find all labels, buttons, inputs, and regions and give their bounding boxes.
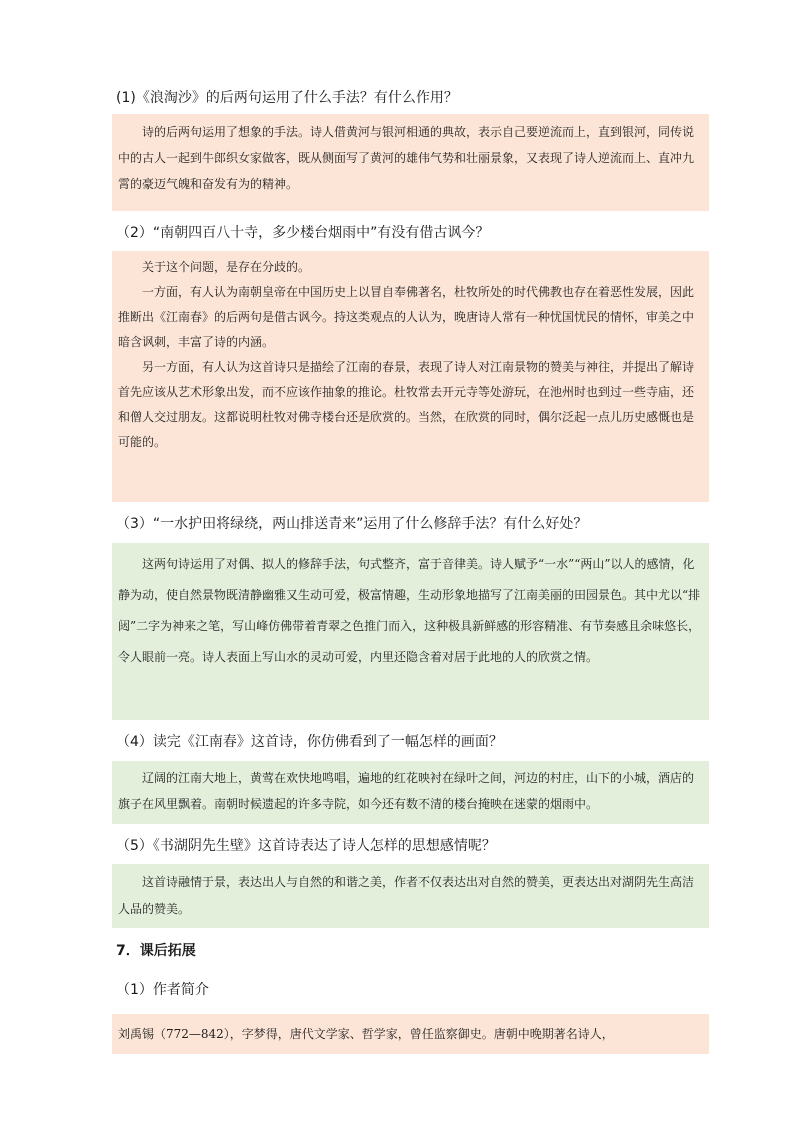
answer-1-box <box>112 114 709 211</box>
answer-4-text: 辽阔的江南大地上，黄莺在欢快地鸣唱，遍地的红花映衬在绿叶之间，河边的村庄，山下的小城，酒店的旗子在风里飘着。南朝时候遗起的许多寺院，如今还有数不清的楼台掩映在迷蒙的烟雨中。 <box>118 771 695 811</box>
question-3: （3）“一水护田将绿绕，两山排送青来”运用了什么修辞手法？有什么好处？ <box>116 516 588 532</box>
answer-3-text: 这两句诗运用了对偶、拟人的修辞手法，句式整齐，富于音律美。诗人赋予“一水”“两山”以人的感情，化静为动，使自然景物既清静幽雅又生动可爱，极富情趣，生动形象地描写了江南美丽的田园景色。其中尤以“排闼”二字为神来之笔，写山峰仿佛带着青翠之色推门而入，这种极具新鲜感的形容精准、有节奏感且余味悠长，令人眼前一亮。诗人表面上写山水的灵动可爱，内里还隐含着对居于此地的人的欣赏之情。 <box>118 557 701 664</box>
answer-5-box <box>112 864 709 928</box>
question-4: （4）读完《江南春》这首诗，你仿佛看到了一幅怎样的画面？ <box>116 734 503 750</box>
question-1: (1)《浪淘沙》的后两句运用了什么手法？有什么作用？ <box>116 90 458 106</box>
author-intro-box <box>112 1014 709 1054</box>
section-7-1-title: （1）作者简介 <box>116 982 209 998</box>
answer-1-text: 诗的后两句运用了想象的手法。诗人借黄河与银河相通的典故，表示自己要逆流而上，直到银河，同传说中的古人一起到牛郎织女家做客，既从侧面写了黄河的雄伟气势和壮丽景象，又表现了诗人逆流而上、直冲九霄的豪迈气魄和奋发有为的精神。 <box>118 125 695 191</box>
answer-3-box <box>112 543 709 720</box>
answer-4-box <box>112 761 709 824</box>
answer-2-para-3: 另一方面，有人认为这首诗只是描绘了江南的春景，表现了诗人对江南景物的赞美与神往，并提出了解诗首先应该从艺术形象出发，而不应该作抽象的推论。杜牧常去开元寺等处游玩，在池州时也到过一些寺庙，还和僧人交过朋友。这都说明杜牧对佛寺楼台还是欣赏的。当然，在欣赏的同时，偶尔泛起一点儿历史感慨也是可能的。 <box>118 360 695 449</box>
question-2: （2）“南朝四百八十寺，多少楼台烟雨中”有没有借古讽今？ <box>116 225 490 241</box>
answer-2-para-2: 一方面，有人认为南朝皇帝在中国历史上以冒自奉佛著名，杜牧所处的时代佛教也存在着恶性发展，因此推断出《江南春》的后两句是借古讽今。持这类观点的人认为，晚唐诗人常有一种忧国忧民的情怀，审美之中暗含讽刺，丰富了诗的内涵。 <box>118 285 695 349</box>
answer-2-box <box>112 251 709 502</box>
author-intro-text: 刘禹锡（772—842），字梦得，唐代文学家、哲学家，曾任监察御史。唐朝中晚期著名诗人， <box>118 1027 614 1041</box>
section-7-title: 7．课后拓展 <box>116 943 196 959</box>
question-5: （5）《书湖阴先生壁》这首诗表达了诗人怎样的思想感情呢？ <box>116 838 496 854</box>
answer-2-para-1: 关于这个问题，是存在分歧的。 <box>142 260 311 274</box>
answer-5-text: 这首诗融情于景，表达出人与自然的和谐之美，作者不仅表达出对自然的赞美，更表达出对湖阴先生高洁人品的赞美。 <box>118 875 695 916</box>
